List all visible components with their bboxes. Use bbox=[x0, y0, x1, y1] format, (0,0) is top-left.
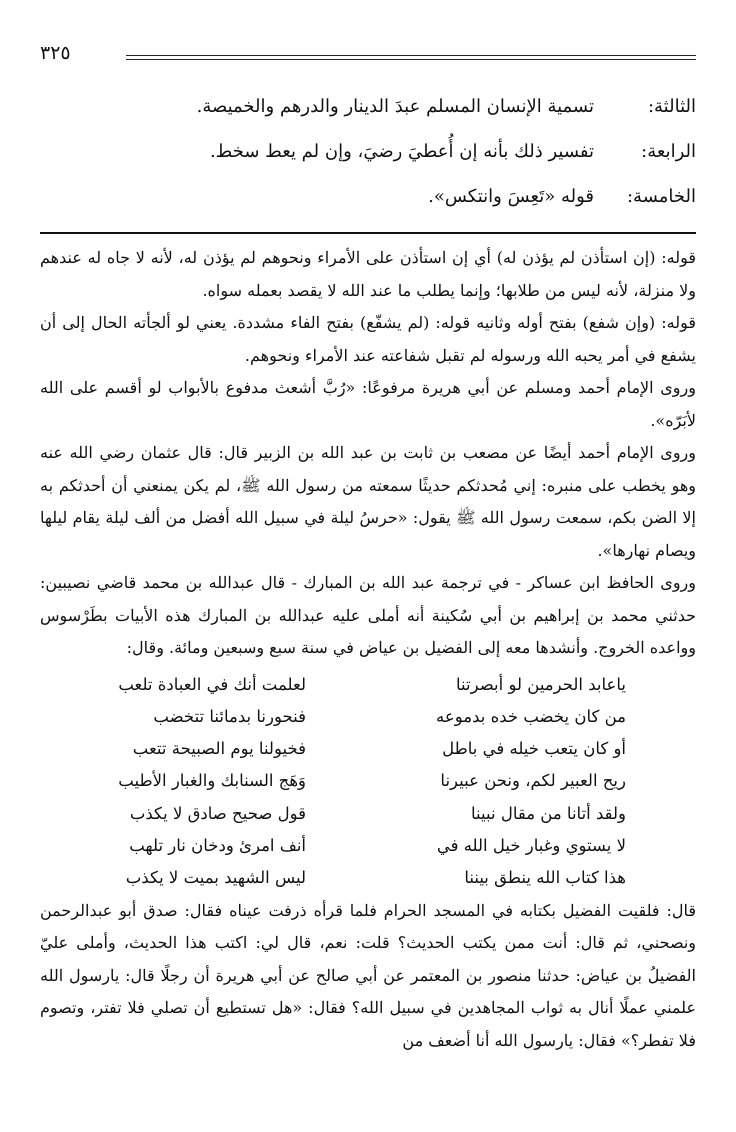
poem-verse bbox=[40, 701, 696, 733]
issue-item bbox=[40, 96, 696, 141]
verse-first-half: لا يستوي وغبار خيل الله في bbox=[436, 835, 626, 855]
verse-second-half: وَهَج السنابك والغبار الأطيب bbox=[118, 771, 306, 791]
verse-first-half: ياعابد الحرمين لو أبصرتنا bbox=[456, 674, 626, 694]
issues-list bbox=[40, 96, 696, 231]
issue-text: تفسير ذلك بأنه إن أُعطيَ رضيَ، وإن لم يعط سخط. bbox=[209, 141, 594, 162]
poem-verse bbox=[40, 765, 696, 797]
issue-item bbox=[40, 186, 696, 231]
verse-first-half: ولقد أتانا من مقال نبينا bbox=[471, 803, 626, 823]
section-divider bbox=[40, 232, 696, 234]
verse-second-half: فخيولنا يوم الصبيحة تتعب bbox=[132, 739, 306, 759]
issue-text: قوله «تَعِسَ وانتكس». bbox=[428, 186, 594, 207]
issue-label: الثالثة: bbox=[647, 96, 696, 117]
poem-verse bbox=[40, 830, 696, 862]
paragraph: قال: فلقيت الفضيل بكتابه في المسجد الحرام فلما قرأه ذرفت عيناه فقال: صدق أبو عبدالرحمن ونصحني، ثم قال: أنت ممن يكتب الحديث؟ قلت: نعم، قال لي: اكتب هذا الحديث، وأملى عليّ الفضيلُ بن عياض: حدثنا منصور بن المعتمر عن أبي صالح عن أبي هريرة أن رجلًا قال: يارسول الله علمني عملًا أنال به ثواب المجاهدين في سبيل الله؟ فقال: «هل تستطيع أن تصلي فلا تفتر، وتصوم فلا تفطر؟» فقال: يارسول الله أنا أضعف من bbox=[40, 900, 697, 1050]
paragraph: وروى الإمام أحمد ومسلم عن أبي هريرة مرفوعًا: «رُبَّ أشعث مدفوع بالأبواب لو أقسم على الله لأبَرّه». bbox=[40, 378, 696, 430]
issue-label: الخامسة: bbox=[626, 186, 696, 207]
header-rule bbox=[126, 59, 696, 60]
verse-second-half: فنحورنا بدمائنا تتخضب bbox=[153, 706, 306, 726]
poem bbox=[40, 669, 696, 895]
verse-first-half: أو كان يتعب خيله في باطل bbox=[442, 739, 626, 759]
verse-second-half: ليس الشهيد بميت لا يكذب bbox=[125, 868, 306, 888]
verse-first-half: هذا كتاب الله ينطق بيننا bbox=[464, 868, 626, 888]
poem-verse bbox=[40, 733, 696, 765]
verse-second-half: قول صحيح صادق لا يكذب bbox=[129, 803, 306, 823]
poem-verse bbox=[40, 862, 696, 894]
paragraph: وروى الإمام أحمد أيضًا عن مصعب بن ثابت بن عبد الله بن الزبير قال: قال عثمان رضي الله عنه وهو يخطب على منبره: إني مُحدثكم حديثًا سمعته من رسول الله ﷺ، لم يكن يمنعني أن أحدثكم به إلا الضن بكم، سمعت رسول الله ﷺ يقول: «حرسُ ليلة في سبيل الله أفضل من ألف ليلة يقام ليلها ويصام نهارها». bbox=[40, 443, 696, 560]
issue-item bbox=[40, 141, 696, 186]
page-header bbox=[40, 44, 696, 66]
issue-label: الرابعة: bbox=[641, 141, 696, 162]
verse-first-half: من كان يخضب خده بدموعه bbox=[436, 706, 626, 726]
verse-first-half: ريح العبير لكم، ونحن عبيرنا bbox=[440, 771, 626, 791]
paragraph: قوله: (إن استأذن لم يؤذن له) أي إن استأذن على الأمراء ونحوهم لم يؤذن له، لأنه لا جاه له عندهم ولا منزلة، لأنه ليس من طلابها؛ وإنما يطلب ما عند الله لا يقصد بعمله سواه. bbox=[40, 248, 696, 300]
verse-second-half: أنف امرئ ودخان نار تلهب bbox=[129, 835, 306, 855]
verse-second-half: لعلمت أنك في العبادة تلعب bbox=[118, 674, 306, 694]
issue-text: تسمية الإنسان المسلم عبدَ الدينار والدرهم والخميصة. bbox=[196, 96, 594, 117]
poem-verse bbox=[40, 798, 696, 830]
header-rule bbox=[126, 55, 696, 56]
paragraph: وروى الحافظ ابن عساكر - في ترجمة عبد الله بن المبارك - قال عبدالله بن محمد قاضي نصيبين: حدثني محمد بن إبراهيم بن أبي سُكينة أنه أملى عليه عبدالله بن المبارك هذه الأبيات بطَرْسوس وواعده الخروج. وأنشدها معه إلى الفضيل بن عياض في سنة سبع وسبعين ومائة. وقال: bbox=[40, 573, 697, 657]
page-number: ٣٢٥ bbox=[40, 42, 71, 64]
paragraph: قوله: (وإن شفع) بفتح أوله وثانيه قوله: (لم يشفّع) بفتح الفاء مشددة. يعني لو ألجأته الحال إلى أن يشفع في أمر يحبه الله ورسوله لم تقبل شفاعته عند الأمراء ونحوهم. bbox=[40, 313, 696, 365]
poem-verse bbox=[40, 669, 696, 701]
commentary-body bbox=[40, 242, 696, 1057]
